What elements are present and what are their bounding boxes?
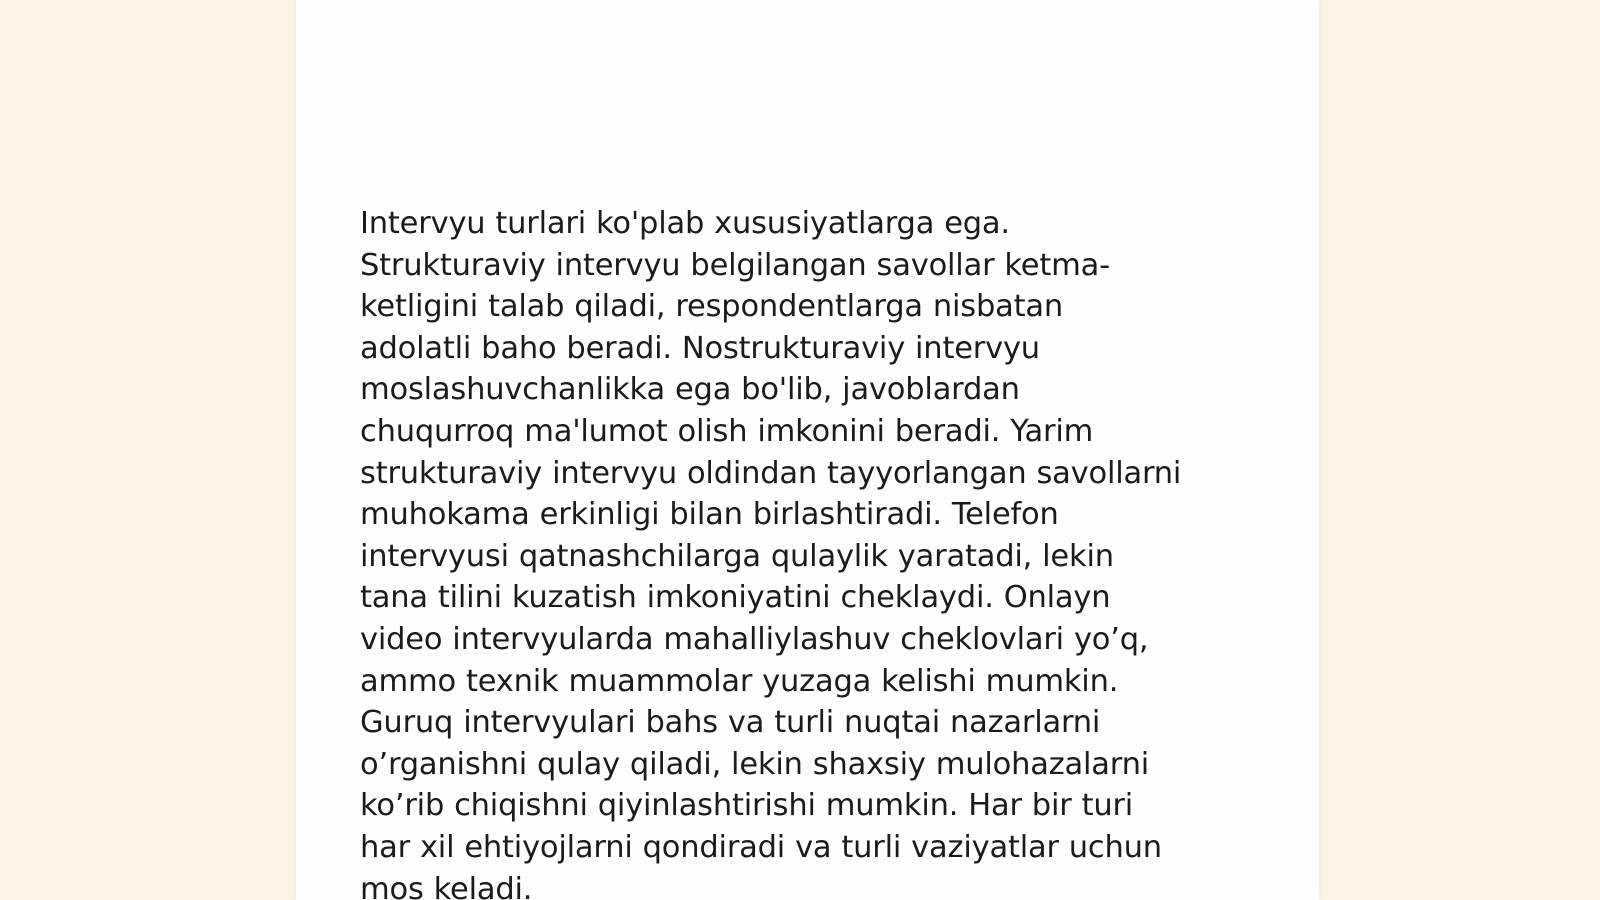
text-line: har xil ehtiyojlarni qondiradi va turli vaziyatlar uchun	[360, 829, 1162, 865]
text-line: adolatli baho beradi. Nostrukturaviy intervyu	[360, 330, 1040, 366]
text-line: chuqurroq ma'lumot olish imkonini beradi. Yarim	[360, 413, 1094, 449]
text-line: tana tilini kuzatish imkoniyatini cheklaydi. Onlayn	[360, 580, 1111, 616]
text-line: intervyusi qatnashchilarga qulaylik yaratadi, lekin	[360, 538, 1114, 574]
text-line: strukturaviy intervyu oldindan tayyorlangan savollarni	[360, 455, 1182, 491]
text-line: Guruq intervyulari bahs va turli nuqtai nazarlarni	[360, 705, 1101, 741]
text-line: Strukturaviy intervyu belgilangan savollar ketma-	[360, 247, 1110, 283]
text-line: video intervyularda mahalliylashuv cheklovlari yo’q,	[360, 621, 1149, 657]
text-line: ketligini talab qiladi, respondentlarga nisbatan	[360, 289, 1063, 325]
text-line: o’rganishni qulay qiladi, lekin shaxsiy mulohazalarni	[360, 746, 1149, 782]
text-line: Intervyu turlari ko'plab xususiyatlarga ega.	[360, 206, 1010, 241]
text-line: mos keladi.	[360, 871, 533, 900]
text-line: ko’rib chiqishni qiyinlashtirishi mumkin. Har bir turi	[360, 788, 1134, 824]
text-line: moslashuvchanlikka ega bo'lib, javoblardan	[360, 372, 1020, 408]
body-paragraph	[360, 203, 1260, 900]
text-line: muhokama erkinligi bilan birlashtiradi. Telefon	[360, 497, 1059, 533]
document-page	[296, 0, 1319, 900]
text-line: ammo texnik muammolar yuzaga kelishi mumkin.	[360, 663, 1119, 699]
